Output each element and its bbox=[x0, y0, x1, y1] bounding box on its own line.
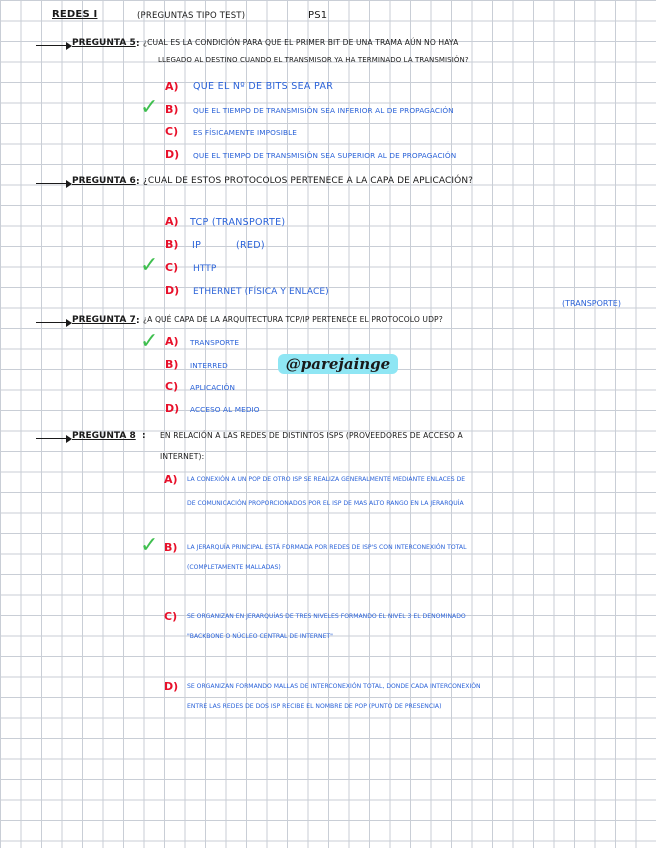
answer-8c-line2: "BACKBONE O NÚCLEO CENTRAL DE INTERNET" bbox=[187, 633, 333, 640]
option-letter: B) bbox=[165, 358, 179, 371]
answer-8a-line2: DE COMUNICACIÓN PROPORCIONADOS POR EL ISP DE MAS ALTO RANGO EN LA JERARQUÍA bbox=[187, 500, 464, 507]
option-letter: A) bbox=[165, 80, 179, 93]
answer-8b-line1: LA JERARQUÍA PRINCIPAL ESTÁ FORMADA POR REDES DE ISP'S CON INTERCONEXIÓN TOTAL bbox=[187, 544, 467, 551]
check-mark-icon: ✓ bbox=[140, 95, 159, 120]
answer-6c: HTTP bbox=[193, 264, 217, 274]
answer-6a: TCP (TRANSPORTE) bbox=[190, 217, 286, 228]
answer-6d: ETHERNET (FÍSICA Y ENLACE) bbox=[193, 287, 329, 297]
question-7-label: PREGUNTA 7 bbox=[72, 315, 136, 325]
option-letter: A) bbox=[165, 215, 179, 228]
answer-7c: APLICACIÓN bbox=[190, 383, 236, 392]
option-letter: B) bbox=[165, 103, 179, 116]
option-letter: A) bbox=[165, 335, 179, 348]
page-subtitle: (PREGUNTAS TIPO TEST) bbox=[137, 11, 246, 21]
option-letter: C) bbox=[165, 261, 179, 274]
answer-5c: ES FÍSICAMENTE IMPOSIBLE bbox=[193, 128, 297, 137]
question-8-label: PREGUNTA 8 bbox=[72, 431, 136, 441]
answer-8b-line2: (COMPLETAMENTE MALLADAS) bbox=[187, 564, 281, 571]
arrow-icon bbox=[36, 45, 68, 46]
option-letter: D) bbox=[165, 148, 180, 161]
answer-6b: IP bbox=[192, 240, 202, 251]
watermark: @parejainge bbox=[278, 354, 398, 374]
check-mark-icon: ✓ bbox=[140, 533, 159, 558]
answer-8d-line1: SE ORGANIZAN FORMANDO MALLAS DE INTERCONEXIÓN TOTAL, DONDE CADA INTERCONEXIÓN bbox=[187, 683, 481, 690]
question-6-label: PREGUNTA 6 bbox=[72, 176, 136, 186]
option-letter: D) bbox=[164, 680, 179, 693]
option-letter: B) bbox=[165, 238, 179, 251]
arrow-icon bbox=[36, 183, 68, 184]
answer-5b: QUE EL TIEMPO DE TRANSMISIÓN SEA INFERIOR AL DE PROPAGACIÓN bbox=[193, 106, 454, 115]
option-letter: A) bbox=[164, 473, 178, 486]
question-6-text: ¿CUAL DE ESTOS PROTOCOLOS PERTENECE A LA CAPA DE APLICACIÓN? bbox=[143, 176, 474, 186]
question-5-label: PREGUNTA 5 bbox=[72, 38, 136, 48]
question-8-text: EN RELACIÓN A LAS REDES DE DISTINTOS ISPS (PROVEEDORES DE ACCESO A bbox=[160, 431, 463, 440]
option-letter: D) bbox=[165, 402, 180, 415]
check-mark-icon: ✓ bbox=[140, 329, 159, 354]
question-7-text: ¿A QUÉ CAPA DE LA ARQUITECTURA TCP/IP PERTENECE EL PROTOCOLO UDP? bbox=[143, 315, 443, 324]
answer-5d: QUE EL TIEMPO DE TRANSMISIÓN SEA SUPERIOR AL DE PROPAGACIÓN bbox=[193, 151, 457, 160]
option-letter: C) bbox=[165, 125, 179, 138]
arrow-icon bbox=[36, 438, 68, 439]
margin-note: (TRANSPORTE) bbox=[562, 299, 621, 308]
option-letter: C) bbox=[165, 380, 179, 393]
option-letter: D) bbox=[165, 284, 180, 297]
page-title: REDES I bbox=[52, 9, 98, 20]
answer-5a: QUE EL Nº DE BITS SEA PAR bbox=[193, 81, 334, 92]
answer-6b-note: (RED) bbox=[236, 240, 265, 251]
answer-8d-line2: ENTRE LAS REDES DE DOS ISP RECIBE EL NOMBRE DE POP (PUNTO DE PRESENCIA) bbox=[187, 703, 442, 710]
page-code: PS1 bbox=[308, 10, 328, 21]
answer-7d: ACCESO AL MEDIO bbox=[190, 405, 260, 414]
option-letter: B) bbox=[164, 541, 178, 554]
question-5-text-2: LLEGADO AL DESTINO CUANDO EL TRANSMISOR YA HA TERMINADO LA TRANSMISIÓN? bbox=[158, 56, 469, 64]
arrow-icon bbox=[36, 322, 68, 323]
answer-7a: TRANSPORTE bbox=[190, 338, 240, 347]
answer-7b: INTERRED bbox=[190, 361, 228, 370]
question-8-text-2: INTERNET): bbox=[160, 452, 205, 461]
answer-8c-line1: SE ORGANIZAN EN JERARQUÍAS DE TRES NIVELES FORMANDO EL NIVEL 3 EL DENOMINADO bbox=[187, 613, 466, 620]
answer-8a-line1: LA CONEXIÓN A UN POP DE OTRO ISP SE REALIZA GENERALMENTE MEDIANTE ENLACES DE bbox=[187, 476, 466, 483]
check-mark-icon: ✓ bbox=[140, 253, 159, 278]
question-5-text: ¿CUAL ES LA CONDICIÓN PARA QUE EL PRIMER BIT DE UNA TRAMA AÚN NO HAYA bbox=[143, 38, 459, 47]
option-letter: C) bbox=[164, 610, 178, 623]
